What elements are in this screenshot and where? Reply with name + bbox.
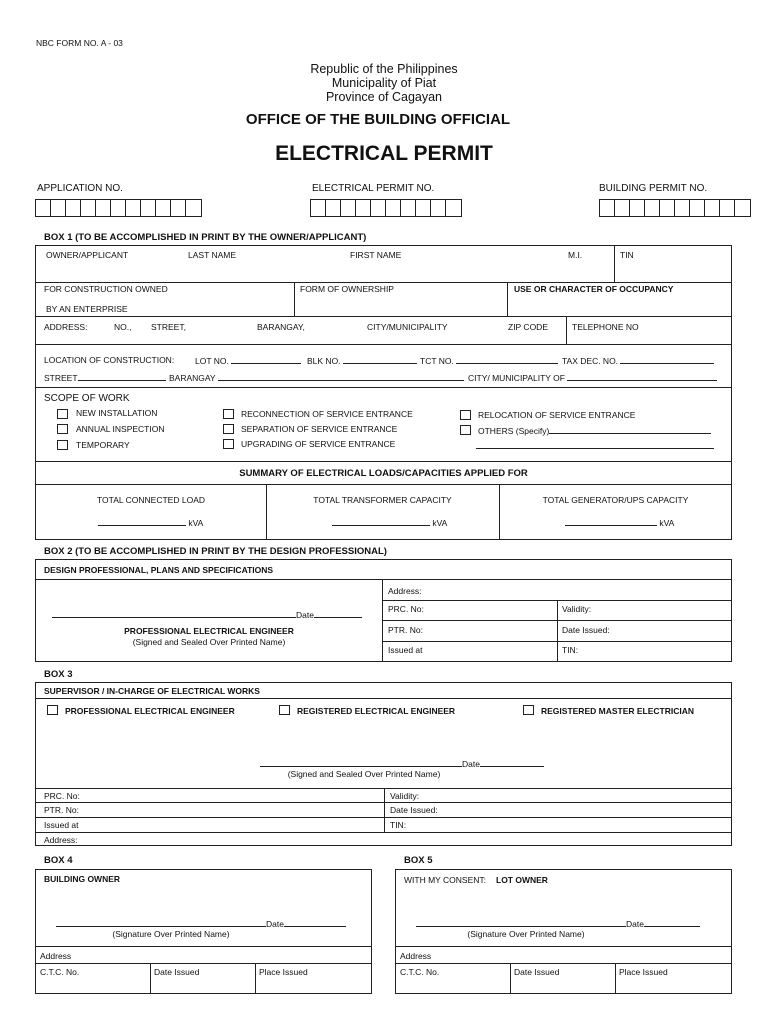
box3-address-label: Address: [44, 835, 78, 845]
box3-signature-field[interactable]: Date [260, 758, 544, 769]
box5-ctc-label: C.T.C. No. [400, 967, 440, 977]
box4-place-issued-label: Place Issued [259, 967, 308, 977]
use-occupancy-label: USE OR CHARACTER OF OCCUPANCY [514, 284, 674, 294]
box3-ree-checkbox[interactable] [279, 705, 290, 715]
electrical-permit-no-label: ELECTRICAL PERMIT NO. [312, 183, 435, 194]
total-transformer-label: TOTAL TRANSFORMER CAPACITY [313, 495, 452, 505]
relocation-label: RELOCATION OF SERVICE ENTRANCE [478, 410, 636, 420]
box3-pee-label: PROFESSIONAL ELECTRICAL ENGINEER [65, 706, 235, 716]
building-permit-no-label: BUILDING PERMIT NO. [599, 183, 708, 194]
last-name-label: LAST NAME [188, 250, 237, 260]
first-name-label: FIRST NAME [350, 250, 402, 260]
lot-no-field[interactable]: LOT NO. [195, 355, 301, 366]
zip-code-label: ZIP CODE [508, 322, 548, 332]
address-street-label: STREET, [151, 322, 186, 332]
tct-no-field[interactable]: TCT NO. [420, 355, 558, 366]
summary-heading: SUMMARY OF ELECTRICAL LOADS/CAPACITIES APPLIED FOR [239, 468, 528, 479]
box2-pee-label: PROFESSIONAL ELECTRICAL ENGINEER [124, 626, 294, 636]
new-installation-label: NEW INSTALLATION [76, 408, 158, 418]
box2-issued-at-label: Issued at [388, 645, 423, 655]
address-no-label: NO., [114, 322, 132, 332]
box3-date-issued-label: Date Issued: [390, 805, 438, 815]
page-title: ELECTRICAL PERMIT [275, 142, 493, 165]
reconnection-checkbox[interactable] [223, 409, 234, 419]
box2-ptr-label: PTR. No: [388, 625, 423, 635]
box4-signature-field[interactable]: Date [56, 918, 346, 929]
box2-heading: BOX 2 (TO BE ACCOMPLISHED IN PRINT BY THE DESIGN PROFESSIONAL) [44, 546, 387, 557]
reconnection-label: RECONNECTION OF SERVICE ENTRANCE [241, 409, 413, 419]
total-transformer-field[interactable]: kVA [332, 517, 447, 528]
box3-heading: BOX 3 [44, 669, 73, 680]
for-construction-label: FOR CONSTRUCTION OWNED [44, 284, 168, 294]
total-load-field[interactable]: kVA [98, 517, 203, 528]
total-generator-field[interactable]: kVA [565, 517, 674, 528]
annual-inspection-label: ANNUAL INSPECTION [76, 424, 165, 434]
province-line: Province of Cagayan [325, 90, 443, 104]
box4-address-label: Address [40, 951, 72, 961]
telephone-label: TELEPHONE NO [572, 322, 639, 332]
box4-ctc-label: C.T.C. No. [40, 967, 80, 977]
box4-heading: BOX 4 [44, 855, 73, 866]
republic-line: Republic of the Philippines [310, 62, 458, 76]
location-barangay-field[interactable]: BARANGAY [169, 372, 464, 383]
address-label: ADDRESS: [44, 322, 88, 332]
scope-heading: SCOPE OF WORK [44, 393, 130, 404]
separation-checkbox[interactable] [223, 424, 234, 434]
box3-rme-checkbox[interactable] [523, 705, 534, 715]
box3-prc-label: PRC. No: [44, 791, 80, 801]
municipality-line: Municipality of Piat [331, 76, 437, 90]
total-load-label: TOTAL CONNECTED LOAD [97, 495, 205, 505]
box3-pee-checkbox[interactable] [47, 705, 58, 715]
others-field[interactable]: OTHERS (Specify) [478, 425, 711, 436]
box2-signed-note: (Signed and Sealed Over Printed Name) [132, 637, 286, 647]
location-street-field[interactable]: STREET [44, 372, 166, 383]
building-permit-no-field[interactable] [599, 199, 751, 217]
consent-label: WITH MY CONSENT: [404, 875, 487, 885]
by-enterprise-label: BY AN ENTERPRISE [46, 304, 128, 314]
box2-subheading: DESIGN PROFESSIONAL, PLANS AND SPECIFICATIONS [44, 565, 274, 575]
new-installation-checkbox[interactable] [57, 409, 68, 419]
lot-owner-label: LOT OWNER [496, 875, 548, 885]
separation-label: SEPARATION OF SERVICE ENTRANCE [241, 424, 398, 434]
location-city-field[interactable]: CITY/ MUNICIPALITY OF [468, 372, 717, 383]
box3-signed-note: (Signed and Sealed Over Printed Name) [287, 769, 441, 779]
box3-issued-at-label: Issued at [44, 820, 79, 830]
box2-tin-label: TIN: [562, 645, 579, 655]
box3-ree-label: REGISTERED ELECTRICAL ENGINEER [297, 706, 456, 716]
mi-label: M.I. [568, 250, 583, 260]
box5-signature-note: (Signature Over Printed Name) [467, 929, 585, 939]
electrical-permit-no-field[interactable] [310, 199, 462, 217]
box3-subheading: SUPERVISOR / IN-CHARGE OF ELECTRICAL WORKS [44, 686, 260, 696]
box4-signature-note: (Signature Over Printed Name) [112, 929, 230, 939]
upgrading-label: UPGRADING OF SERVICE ENTRANCE [241, 439, 396, 449]
annual-inspection-checkbox[interactable] [57, 424, 68, 434]
temporary-checkbox[interactable] [57, 440, 68, 450]
location-label: LOCATION OF CONSTRUCTION: [44, 355, 175, 365]
tin-label: TIN [620, 250, 634, 260]
total-generator-label: TOTAL GENERATOR/UPS CAPACITY [542, 495, 689, 505]
relocation-checkbox[interactable] [460, 410, 471, 420]
blk-no-field[interactable]: BLK NO. [307, 355, 417, 366]
box2-date-issued-label: Date Issued: [562, 625, 610, 635]
address-barangay-label: BARANGAY, [257, 322, 305, 332]
owner-label: OWNER/APPLICANT [46, 250, 129, 260]
box3-tin-label: TIN: [390, 820, 407, 830]
box5-heading: BOX 5 [404, 855, 433, 866]
box3-validity-label: Validity: [390, 791, 420, 801]
building-owner-label: BUILDING OWNER [44, 874, 121, 884]
box3-ptr-label: PTR. No: [44, 805, 79, 815]
box3-rme-label: REGISTERED MASTER ELECTRICIAN [541, 706, 695, 716]
form-ownership-label: FORM OF OWNERSHIP [300, 284, 394, 294]
application-no-label: APPLICATION NO. [37, 183, 123, 194]
form-number: NBC FORM NO. A - 03 [36, 38, 123, 48]
office-title: OFFICE OF THE BUILDING OFFICIAL [245, 111, 511, 128]
box2-signature-field[interactable]: Date [52, 609, 362, 620]
others-checkbox[interactable] [460, 425, 471, 435]
box5-place-issued-label: Place Issued [619, 967, 668, 977]
box4-date-issued-label: Date Issued [154, 967, 200, 977]
address-city-label: CITY/MUNICIPALITY [367, 322, 448, 332]
box2-validity-label: Validity: [562, 604, 592, 614]
upgrading-checkbox[interactable] [223, 439, 234, 449]
box5-date-issued-label: Date Issued [514, 967, 560, 977]
box1-heading: BOX 1 (TO BE ACCOMPLISHED IN PRINT BY THE OWNER/APPLICANT) [44, 232, 367, 243]
box5-signature-field[interactable]: Date [416, 918, 700, 929]
box2-prc-label: PRC. No: [388, 604, 424, 614]
temporary-label: TEMPORARY [76, 440, 130, 450]
box5-address-label: Address [400, 951, 432, 961]
box2-address-label: Address: [388, 586, 422, 596]
tax-dec-field[interactable]: TAX DEC. NO. [562, 355, 714, 366]
application-no-field[interactable] [35, 199, 202, 217]
